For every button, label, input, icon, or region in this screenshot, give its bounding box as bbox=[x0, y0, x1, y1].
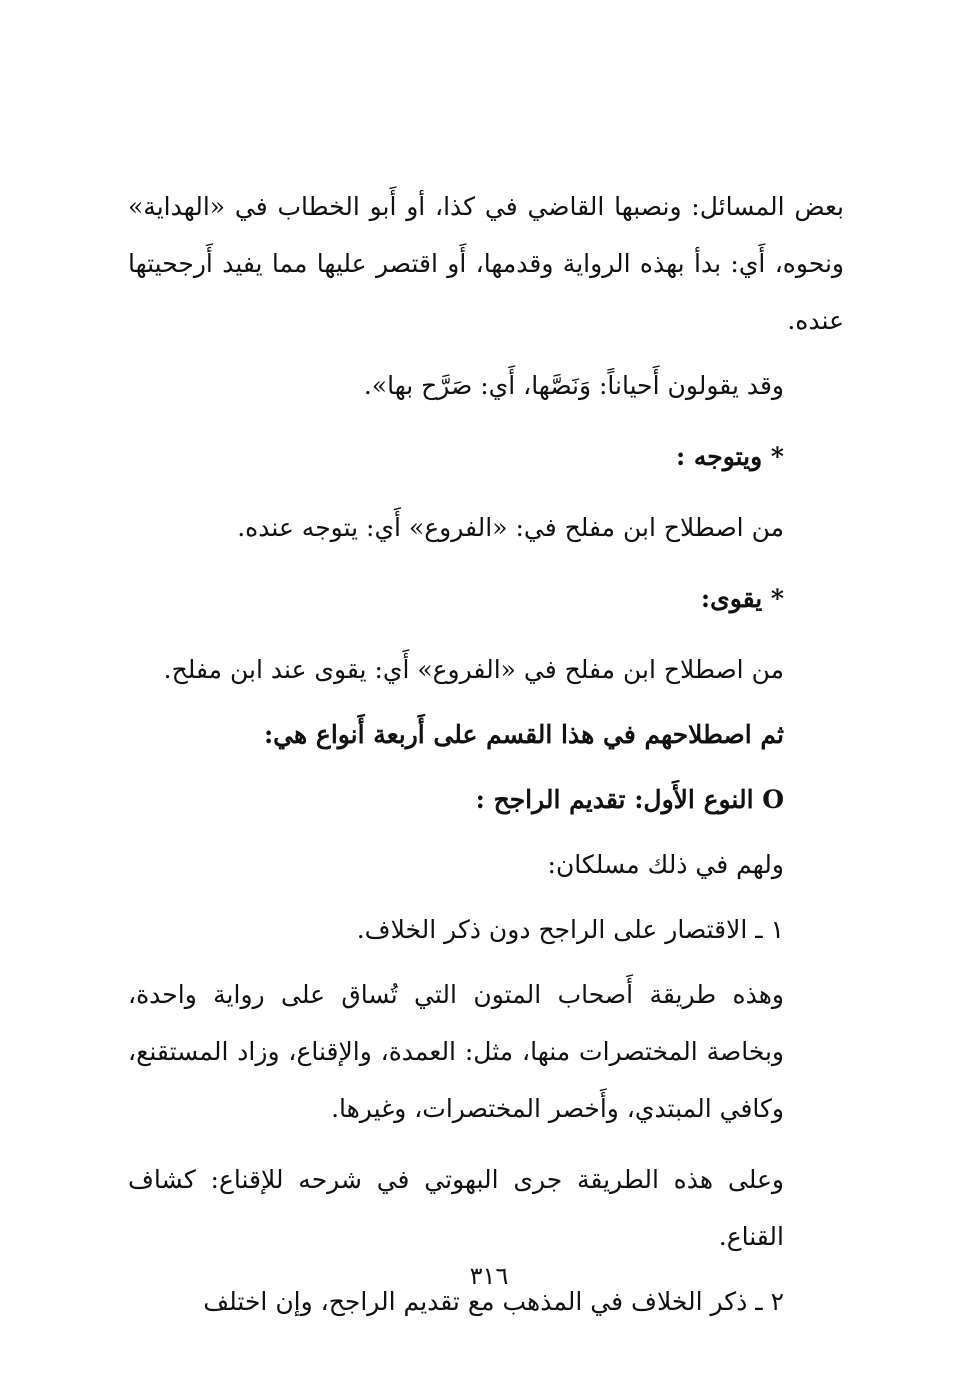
heading-first-type: O النوع الأَول: تقديم الراجح : bbox=[475, 785, 784, 814]
heading-yatawajjah: * ويتوجه : bbox=[675, 442, 784, 471]
paragraph-continuation: بعض المسائل: ونصبها القاضي في كذا، أو أَبو الخطاب في «الهداية» ونحوه، أَي: بدأ بهذه الرواية وقدمها، أَو اقتصر عليها مما يفيد أَرجحيتها عنده. bbox=[128, 192, 844, 335]
list-item-1: ١ ـ الاقتصار على الراجح دون ذكر الخلاف. bbox=[356, 915, 784, 944]
paragraph-yatawajjah-definition: من اصطلاح ابن مفلح في: «الفروع» أَي: يتوجه عنده. bbox=[237, 513, 784, 542]
paragraph-mutun-method: وهذه طريقة أَصحاب المتون التي تُساق على رواية واحدة، وبخاصة المختصرات منها، مثل: العمدة، والإقناع، وزاد المستقنع، وكافي المبتدي، وأَخصر المختصرات، وغيرها. bbox=[128, 980, 784, 1123]
paragraph-four-types: ثم اصطلاحهم في هذا القسم على أَربعة أَنواع هي: bbox=[263, 720, 784, 749]
paragraph-yaqwa-definition: من اصطلاح ابن مفلح في «الفروع» أَي: يقوى عند ابن مفلح. bbox=[163, 655, 784, 684]
paragraph-two-paths: ولهم في ذلك مسلكان: bbox=[547, 850, 784, 879]
page-number: ٣١٦ bbox=[469, 1262, 509, 1290]
heading-yaqwa: * يقوى: bbox=[700, 584, 784, 613]
paragraph-buhuti: وعلى هذه الطريقة جرى البهوتي في شرحه للإقناع: كشاف القناع. bbox=[128, 1165, 784, 1251]
main-text bbox=[128, 178, 844, 1330]
list-item-2: ٢ ـ ذكر الخلاف في المذهب مع تقديم الراجح، وإن اختلف bbox=[203, 1287, 784, 1316]
paragraph-nassaha: وقد يقولون أَحياناً: وَنَصَّها، أَي: صَرَّح بها». bbox=[363, 371, 784, 400]
